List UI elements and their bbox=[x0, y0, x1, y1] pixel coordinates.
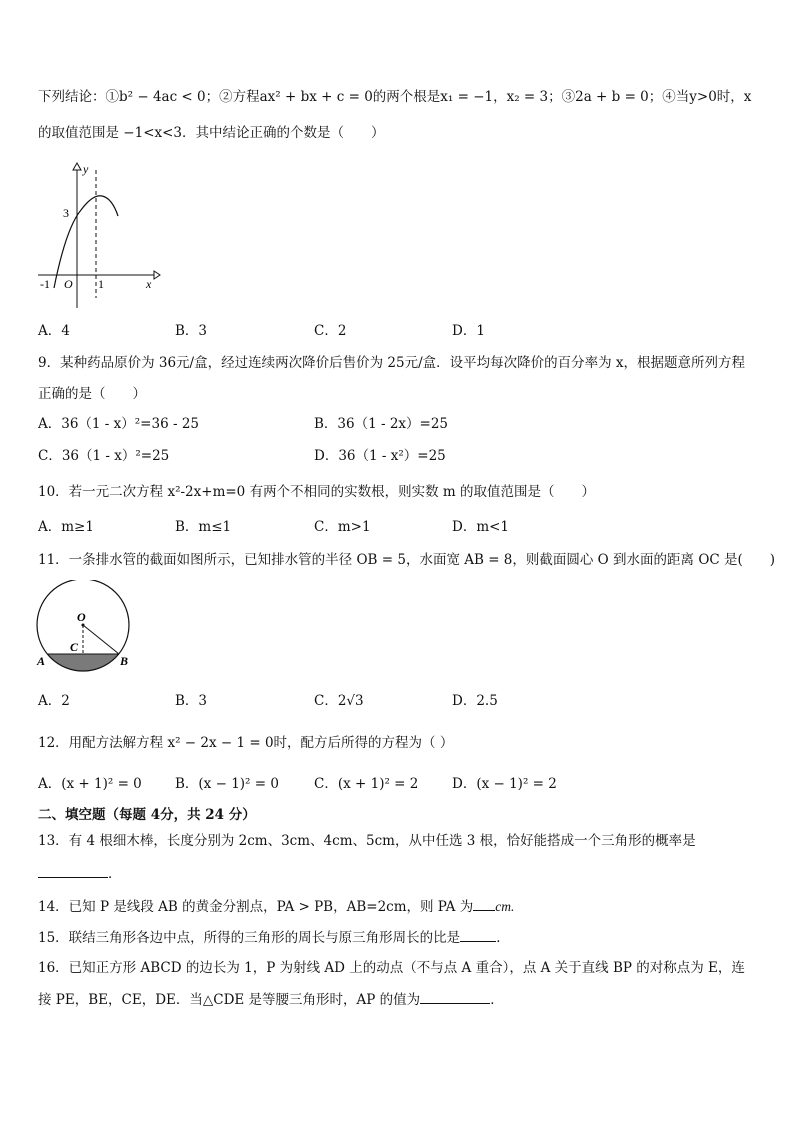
fig-c-label: C bbox=[70, 640, 79, 654]
q9-option-d: D．36（1 - x²）=25 bbox=[314, 448, 446, 464]
q12-option-a: A．(x + 1)² = 0 bbox=[38, 776, 142, 792]
q12-option-c: C．(x + 1)² = 2 bbox=[314, 776, 419, 792]
q12-option-b: B．(x − 1)² = 0 bbox=[175, 776, 279, 792]
q8-option-b: B．3 bbox=[175, 323, 208, 339]
fig-b-label: B bbox=[120, 654, 129, 668]
q9-option-b: B．36（1 - 2x）=25 bbox=[314, 416, 449, 432]
graph-1-label: 1 bbox=[98, 277, 104, 291]
x-axis-arrow-icon bbox=[154, 271, 160, 279]
q15-line: 15．联结三角形各边中点，所得的三角形的周长与原三角形周长的比是 ． bbox=[38, 930, 510, 946]
q13-line1: 13．有 4 根细木棒，长度分别为 2cm、3cm、4cm、5cm，从中任选 3 根，恰好能搭成一个三角形的概率是 bbox=[38, 833, 696, 849]
graph-neg1-label: -1 bbox=[40, 277, 50, 291]
graph-3-label: 3 bbox=[63, 206, 69, 220]
q8-line2: 的取值范围是 −1<x<3．其中结论正确的个数是（ ） bbox=[38, 125, 385, 141]
q10-option-b: B．m≤1 bbox=[175, 519, 232, 535]
q13-line2: ． bbox=[38, 864, 122, 883]
q10-option-a: A．m≥1 bbox=[38, 519, 94, 535]
graph-y-label: y bbox=[83, 162, 89, 176]
q16-answer-blank[interactable] bbox=[420, 990, 490, 1004]
q9-option-a: A．36（1 - x）²=36 - 25 bbox=[38, 416, 199, 432]
q15-text: 15．联结三角形各边中点，所得的三角形的周长与原三角形周长的比是 bbox=[38, 930, 461, 946]
q10-line1: 10．若一元二次方程 x²-2x+m=0 有两个不相同的实数根，则实数 m 的取值范围是（ ） bbox=[38, 484, 595, 500]
q14-line: 14．已知 P 是线段 AB 的黄金分割点，PA > PB，AB=2cm，则 PA 为 cm. bbox=[38, 899, 515, 915]
q8-parabola-graph bbox=[36, 158, 166, 310]
q8-option-d: D．1 bbox=[452, 323, 485, 339]
graph-origin-label: O bbox=[64, 277, 73, 291]
fig-o-label: O bbox=[77, 610, 86, 624]
q13-answer-blank[interactable] bbox=[38, 864, 108, 878]
q11-option-a: A．2 bbox=[38, 693, 70, 709]
q16-line2: 接 PE，BE，CE，DE．当△CDE 是等腰三角形时，AP 的值为 ． bbox=[38, 992, 504, 1008]
q8-line1: 下列结论：①b² − 4ac < 0；②方程ax² + bx + c = 0的两个根是x₁ = −1，x₂ = 3；③2a + b = 0；④当y>0时，x bbox=[38, 89, 752, 105]
q10-option-c: C．m>1 bbox=[314, 519, 371, 535]
graph-x-label: x bbox=[146, 277, 152, 291]
q11-option-d: D．2.5 bbox=[452, 693, 498, 709]
q11-line1: 11．一条排水管的截面如图所示，已知排水管的半径 OB = 5，水面宽 AB = 8，则截面圆心 O 到水面的距离 OC 是( ) bbox=[38, 552, 776, 568]
q9-option-c: C．36（1 - x）²=25 bbox=[38, 448, 170, 464]
fig-a-label: A bbox=[37, 654, 46, 668]
q11-pipe-figure bbox=[34, 580, 134, 672]
q9-line1: 9．某种药品原价为 36元/盒，经过连续两次降价后售价为 25元/盒．设平均每次降价的百分率为 x，根据题意所列方程 bbox=[38, 355, 746, 371]
section-fill-in-title: 二、填空题（每题 4分，共 24 分） bbox=[38, 807, 256, 823]
q10-option-d: D．m<1 bbox=[452, 519, 510, 535]
q16-text: 接 PE，BE，CE，DE．当△CDE 是等腰三角形时，AP 的值为 bbox=[38, 992, 421, 1008]
q9-line2: 正确的是（ ） bbox=[38, 386, 146, 402]
q8-option-a: A．4 bbox=[38, 323, 70, 339]
q11-option-c: C．2√3 bbox=[314, 693, 364, 709]
q14-text: 14．已知 P 是线段 AB 的黄金分割点，PA > PB，AB=2cm，则 PA 为 bbox=[38, 899, 474, 915]
q15-answer-blank[interactable] bbox=[460, 928, 496, 942]
q8-option-c: C．2 bbox=[314, 323, 347, 339]
q14-answer-blank[interactable] bbox=[473, 897, 495, 911]
q11-option-b: B．3 bbox=[175, 693, 208, 709]
q12-line1: 12．用配方法解方程 x² − 2x − 1 = 0时，配方后所得的方程为（ ） bbox=[38, 735, 454, 751]
q12-option-d: D．(x − 1)² = 2 bbox=[452, 776, 557, 792]
q16-line1: 16．已知正方形 ABCD 的边长为 1，P 为射线 AD 上的动点（不与点 A 重合），点 A 关于直线 BP 的对称点为 E，连 bbox=[38, 960, 745, 976]
y-axis-arrow-icon bbox=[73, 163, 81, 170]
